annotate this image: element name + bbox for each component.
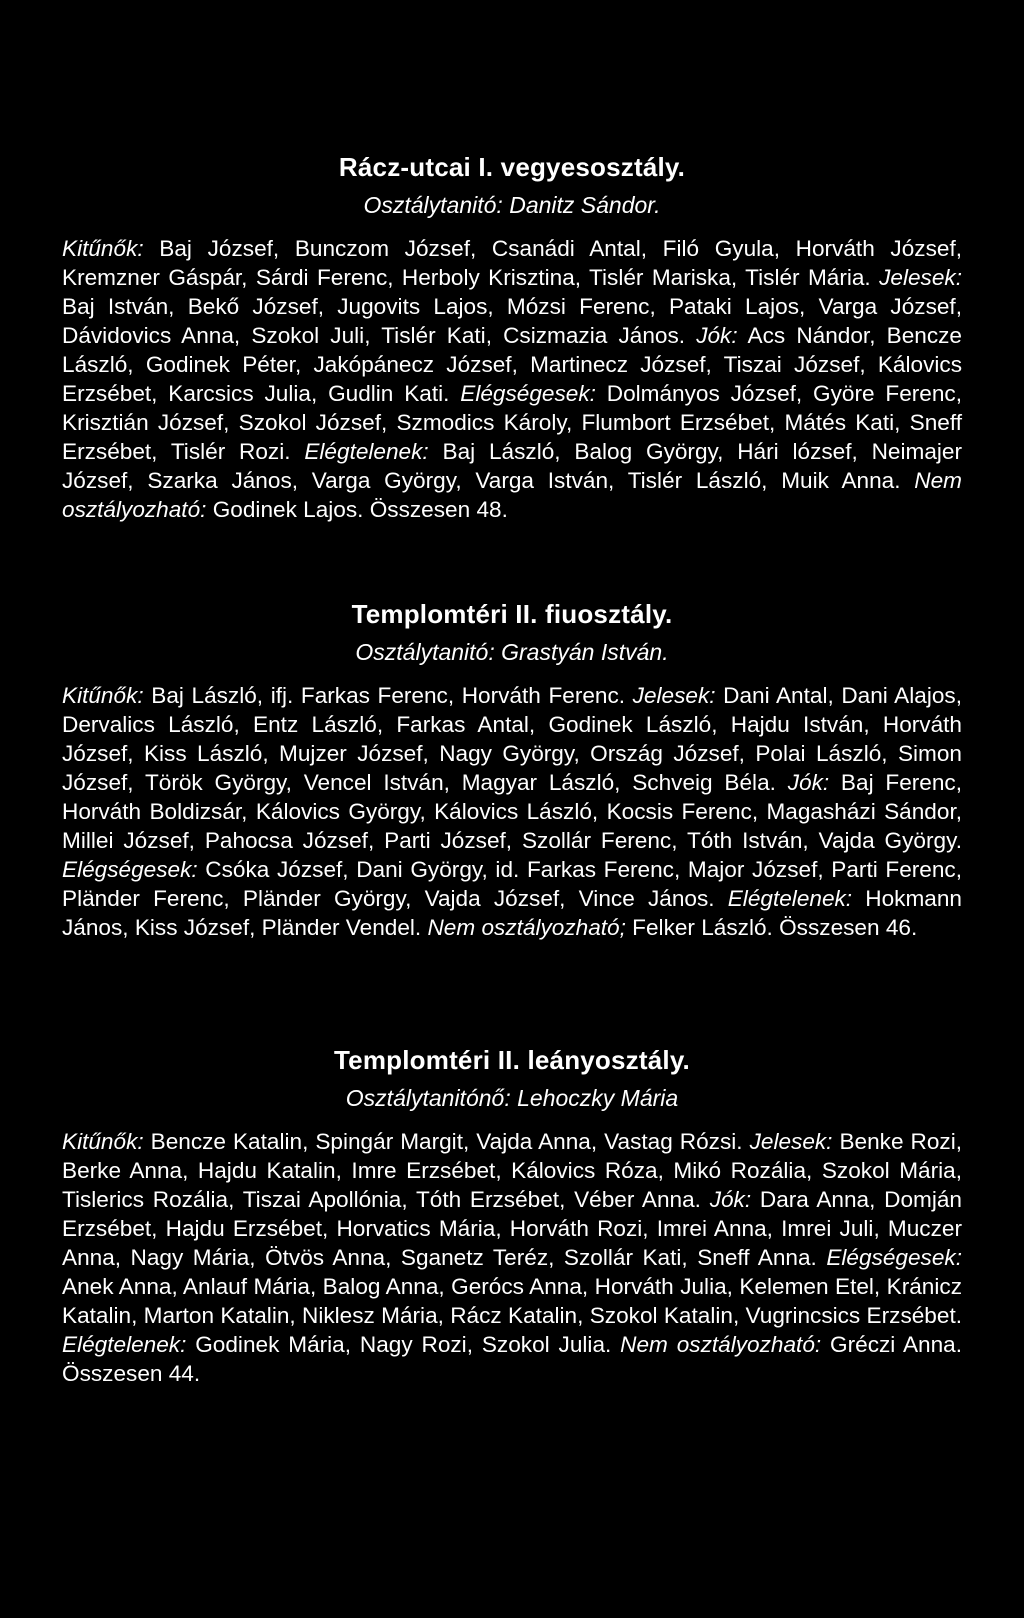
grade-label: Jelesek: xyxy=(879,265,962,290)
section-racz-utcai xyxy=(62,150,962,524)
grade-label: Jók: xyxy=(709,1187,752,1212)
grade-label: Nem osztályozható: xyxy=(62,468,962,522)
grade-names: Hokmann János, Kiss József, Pländer Vendel. xyxy=(62,886,962,940)
grade-names: Bencze Katalin, Spingár Margit, Vajda Anna, Vastag Rózsi. xyxy=(143,1129,750,1154)
grade-names: Benke Rozi, Berke Anna, Hajdu Katalin, Imre Erzsébet, Kálovics Róza, Mikó Rozália, Szokol Mária, Tislerics Rozália, Tiszai Apollónia, Tóth Erzsébet, Véber Anna. xyxy=(62,1129,962,1212)
section-templomteri-fiu xyxy=(62,597,962,942)
teacher-line: Osztálytanitó: Grastyán István. xyxy=(355,639,669,665)
grade-label: Kitűnők: xyxy=(62,683,144,708)
grade-names: Baj László, ifj. Farkas Ferenc, Horváth Ferenc. xyxy=(143,683,633,708)
teacher-line: Osztálytanitó: Danitz Sándor. xyxy=(363,192,661,218)
grade-names: Csóka József, Dani György, id. Farkas Ferenc, Major József, Parti Ferenc, Pländer Ferenc, Pländer György, Vajda József, Vince János. xyxy=(62,857,962,911)
grade-names: Gréczi Anna. Összesen 44. xyxy=(62,1332,962,1386)
section-title: Templomtéri II. fiuosztály. xyxy=(351,599,673,629)
grade-names: Baj József, Bunczom József, Csanádi Antal, Filó Gyula, Horváth József, Kremzner Gáspár, Sárdi Ferenc, Herboly Krisztina, Tislér Mariska, Tislér Mária. xyxy=(62,236,962,290)
grades-paragraph xyxy=(62,681,962,942)
grade-names: Godinek Lajos. Összesen 48. xyxy=(206,497,508,522)
grade-names: Baj Ferenc, Horváth Boldizsár, Kálovics György, Kálovics László, Kocsis Ferenc, Magasházi Sándor, Millei József, Pahocsa József, Parti József, Szollár Ferenc, Tóth István, Vajda György. xyxy=(62,770,962,853)
grade-names: Godinek Mária, Nagy Rozi, Szokol Julia. xyxy=(186,1332,621,1357)
grades-paragraph xyxy=(62,234,962,524)
grade-names: Acs Nándor, Bencze László, Godinek Péter, Jakópánecz József, Martinecz József, Tiszai József, Kálovics Erzsébet, Karcsics Julia, Gudlin Kati. xyxy=(62,323,962,406)
section-title: Templomtéri II. leányosztály. xyxy=(334,1045,690,1075)
grade-names: Dolmányos József, Györe Ferenc, Krisztián József, Szokol József, Szmodics Károly, Flumbort Erzsébet, Mátés Kati, Sneff Erzsébet, Tislér Rozi. xyxy=(62,381,962,464)
grades-paragraph xyxy=(62,1127,962,1388)
grade-names: Anek Anna, Anlauf Mária, Balog Anna, Gerócs Anna, Horváth Julia, Kelemen Etel, Kránicz Katalin, Marton Katalin, Niklesz Mária, Rácz Katalin, Szokol Katalin, Vugrincsics Erzsébet. xyxy=(62,1274,962,1328)
grade-label: Elégségesek: xyxy=(460,381,596,406)
grade-label: Elégségesek: xyxy=(826,1245,962,1270)
grade-label: Nem osztályozható; xyxy=(427,915,626,940)
grade-label: Elégtelenek: xyxy=(62,1332,187,1357)
grade-label: Elégtelenek: xyxy=(727,886,853,911)
section-title: Rácz-utcai I. vegyesosztály. xyxy=(338,152,686,182)
grade-label: Kitűnők: xyxy=(62,236,144,261)
grade-names: Dani Antal, Dani Alajos, Dervalics László, Entz László, Farkas Antal, Godinek László, Hajdu István, Horváth József, Kiss László, Mujzer József, Nagy György, Ország József, Polai László, Simon József, Török György, Vencel István, Magyar László, Schveig Béla. xyxy=(62,683,962,795)
grade-label: Jók: xyxy=(696,323,738,348)
teacher-line: Osztálytanitónő: Lehoczky Mária xyxy=(345,1085,679,1111)
grade-names: Baj László, Balog György, Hári lózsef, Neimajer József, Szarka János, Varga György, Varga István, Tislér László, Muik Anna. xyxy=(62,439,962,493)
grade-label: Jelesek: xyxy=(749,1129,833,1154)
grade-label: Nem osztályozható: xyxy=(620,1332,822,1357)
grade-label: Jelesek: xyxy=(632,683,716,708)
grade-names: Baj István, Bekő József, Jugovits Lajos, Mózsi Ferenc, Pataki Lajos, Varga József, Dávidovics Anna, Szokol Juli, Tislér Kati, Csizmazia János. xyxy=(62,294,962,348)
grade-label: Kitűnők: xyxy=(62,1129,144,1154)
grade-label: Jók: xyxy=(787,770,830,795)
grade-names: Felker László. Összesen 46. xyxy=(625,915,918,940)
grade-label: Elégtelenek: xyxy=(304,439,429,464)
grade-names: Dara Anna, Domján Erzsébet, Hajdu Erzsébet, Horvatics Mária, Horváth Rozi, Imrei Anna, Imrei Juli, Muczer Anna, Nagy Mária, Ötvös Anna, Sganetz Teréz, Szollár Kati, Sneff Anna. xyxy=(62,1187,962,1270)
section-templomteri-leany xyxy=(62,1043,962,1388)
grade-label: Elégségesek: xyxy=(62,857,198,882)
